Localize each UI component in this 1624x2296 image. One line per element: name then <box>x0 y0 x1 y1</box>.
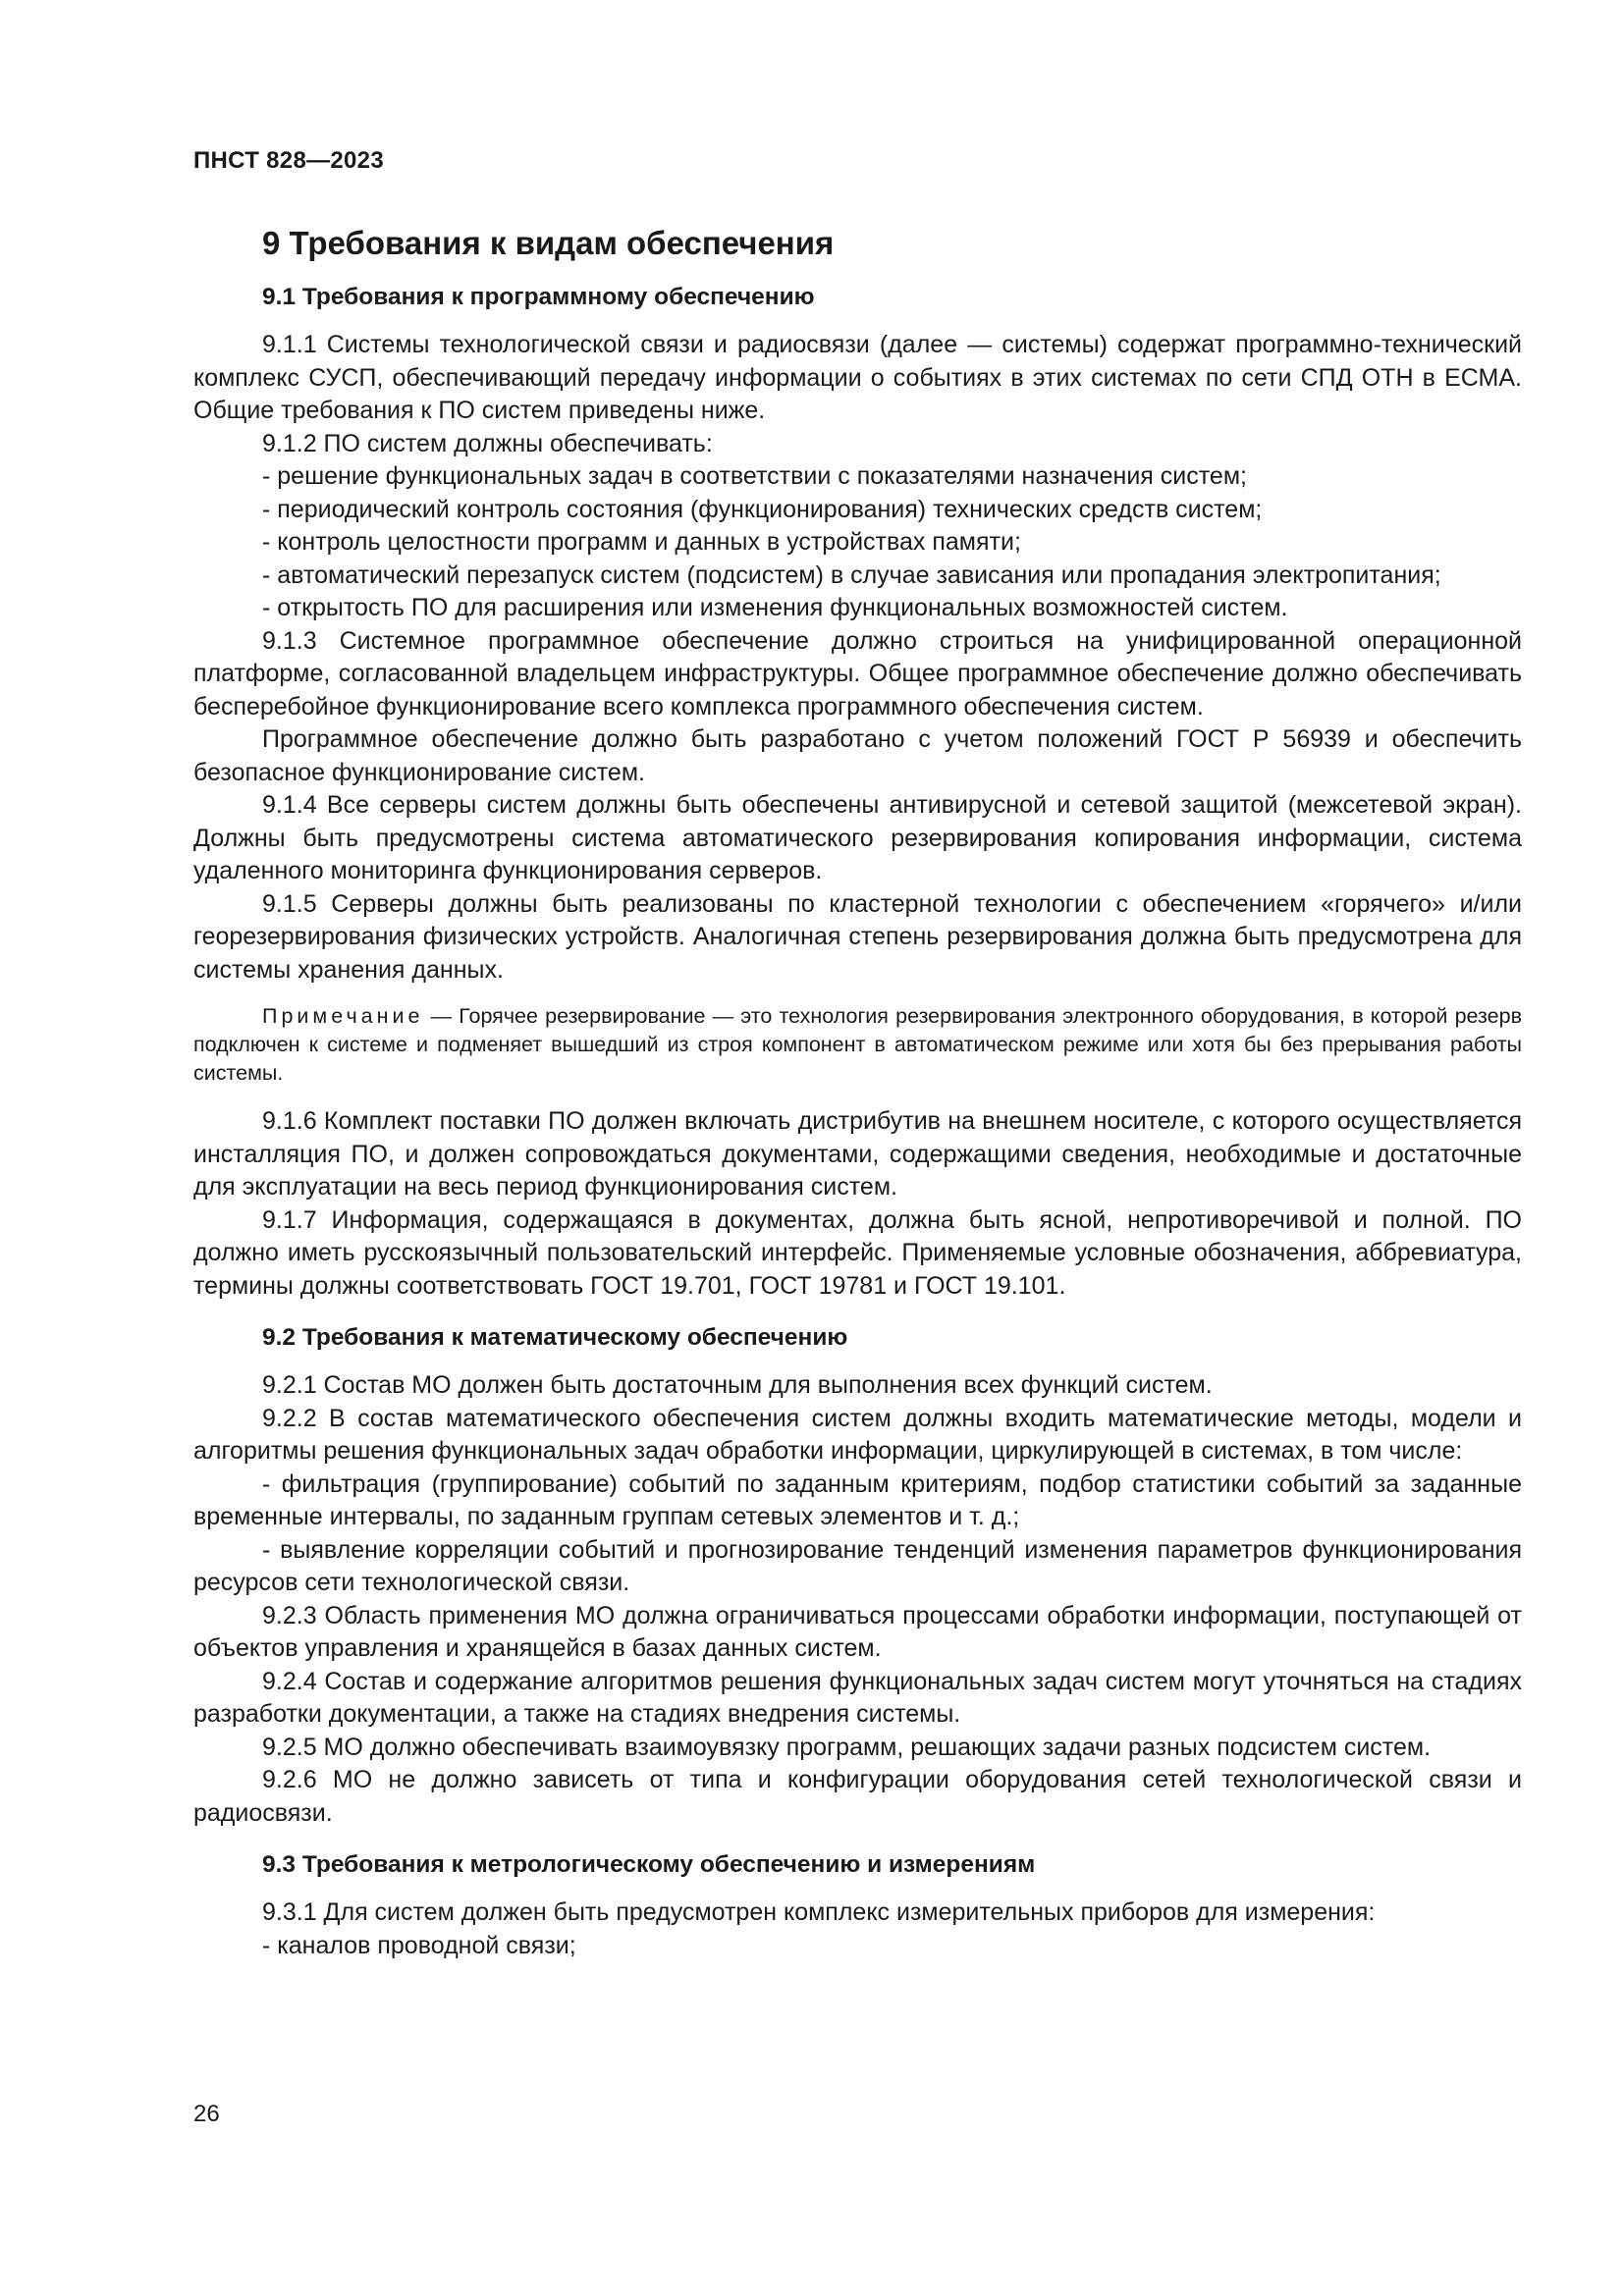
list-item: - автоматический перезапуск систем (подсистем) в случае зависания или пропадания электропитания; <box>262 561 1441 589</box>
paragraph-9-2-1: 9.2.1 Состав МО должен быть достаточным для выполнения всех функций систем. <box>262 1371 1213 1399</box>
page-body <box>193 223 1522 1962</box>
paragraph-9-1-5: 9.1.5 Серверы должны быть реализованы по кластерной технологии с обеспечением «горячего» и/или георезервирования физических устройств. Аналогичная степень резервирования должна быть предусмотрена для системы хранения данных. <box>193 889 1522 984</box>
note-text: — Горячее резервирование — это технология резервирования электронного оборудования, в которой резерв подключен к системе и подменяет вышедший из строя компонент в автоматическом режиме или хотя бы без прерывания работы системы. <box>193 1004 1522 1085</box>
paragraph-9-1-3: 9.1.3 Системное программное обеспечение должно строиться на унифицированной операционной платформе, согласованной владельцем инфраструктуры. Общее программное обеспечение должно обеспечивать бесперебойное функционирование всего комплекса программного обеспечения систем. <box>193 626 1522 721</box>
page-number: 26 <box>193 2101 220 2127</box>
paragraph-9-1-1: 9.1.1 Системы технологической связи и радиосвязи (далее — системы) содержат программно-технический комплекс СУСП, обеспечивающий передачу информации о событиях в этих системах по сети СПД ОТН в ЕСМА. Общие требования к ПО систем приведены ниже. <box>193 331 1522 424</box>
list-item: - контроль целостности программ и данных в устройствах памяти; <box>262 528 1021 556</box>
list-item: - выявление корреляции событий и прогнозирование тенденций изменения параметров функционирования ресурсов сети технологической связи. <box>193 1535 1522 1596</box>
list-item: - периодический контроль состояния (функционирования) технических средств систем; <box>262 495 1263 523</box>
subsection-title-9-3: 9.3 Требования к метрологическому обеспечению и измерениям <box>262 1851 1036 1878</box>
paragraph-9-1-3-continued: Программное обеспечение должно быть разработано с учетом положений ГОСТ Р 56939 и обеспечить безопасное функционирование систем. <box>193 725 1522 786</box>
paragraph-9-1-4: 9.1.4 Все серверы систем должны быть обеспечены антивирусной и сетевой защитой (межсетевой экран). Должны быть предусмотрены система автоматического резервирования копирования информации, система удаленного мониторинга функционирования серверов. <box>193 791 1522 884</box>
paragraph-9-2-6: 9.2.6 МО не должно зависеть от типа и конфигурации оборудования сетей технологической связи и радиосвязи. <box>193 1766 1522 1827</box>
subsection-title-9-1: 9.1 Требования к программному обеспечению <box>262 284 815 310</box>
note <box>193 1002 1522 1088</box>
list-item: - решение функциональных задач в соответствии с показателями назначения систем; <box>262 462 1247 490</box>
paragraph-9-2-5: 9.2.5 МО должно обеспечивать взаимоувязку программ, решающих задачи разных подсистем систем. <box>262 1733 1432 1761</box>
paragraph-9-2-4: 9.2.4 Состав и содержание алгоритмов решения функциональных задач систем могут уточняться на стадиях разработки документации, а также на стадиях внедрения системы. <box>193 1667 1522 1728</box>
paragraph-9-2-3: 9.2.3 Область применения МО должна ограничиваться процессами обработки информации, поступающей от объектов управления и хранящейся в базах данных систем. <box>193 1601 1522 1662</box>
paragraph-9-2-2: 9.2.2 В состав математического обеспечения систем должны входить математические методы, модели и алгоритмы решения функциональных задач обработки информации, циркулирующей в системах, в том числе: <box>193 1404 1522 1465</box>
paragraph-9-1-7: 9.1.7 Информация, содержащаяся в документах, должна быть ясной, непротиворечивой и полной. ПО должно иметь русскоязычный пользовательский интерфейс. Применяемые условные обозначения, аббревиатура, термины должны соответствовать ГОСТ 19.701, ГОСТ 19781 и ГОСТ 19.101. <box>193 1205 1522 1300</box>
list-item: - открытость ПО для расширения или изменения функциональных возможностей систем. <box>262 594 1288 621</box>
paragraph-9-1-6: 9.1.6 Комплект поставки ПО должен включать дистрибутив на внешнем носителе, с которого осуществляется инсталляция ПО, и должен сопровождаться документами, содержащими сведения, необходимые и достаточные для эксплуатации на весь период функционирования систем. <box>193 1107 1522 1201</box>
list-item: - каналов проводной связи; <box>262 1931 576 1959</box>
paragraph-9-3-1: 9.3.1 Для систем должен быть предусмотрен комплекс измерительных приборов для измерения: <box>262 1898 1376 1926</box>
list-item: - фильтрация (группирование) событий по заданным критериям, подбор статистики событий за заданные временные интервалы, по заданным группам сетевых элементов и т. д.; <box>193 1469 1522 1530</box>
section-title: 9 Требования к видам обеспечения <box>262 225 835 261</box>
note-label: Примечание <box>262 1004 424 1028</box>
document-id: ПНСТ 828—2023 <box>193 147 384 174</box>
paragraph-9-1-2: 9.1.2 ПО систем должны обеспечивать: <box>262 429 713 457</box>
subsection-title-9-2: 9.2 Требования к математическому обеспечению <box>262 1324 848 1351</box>
